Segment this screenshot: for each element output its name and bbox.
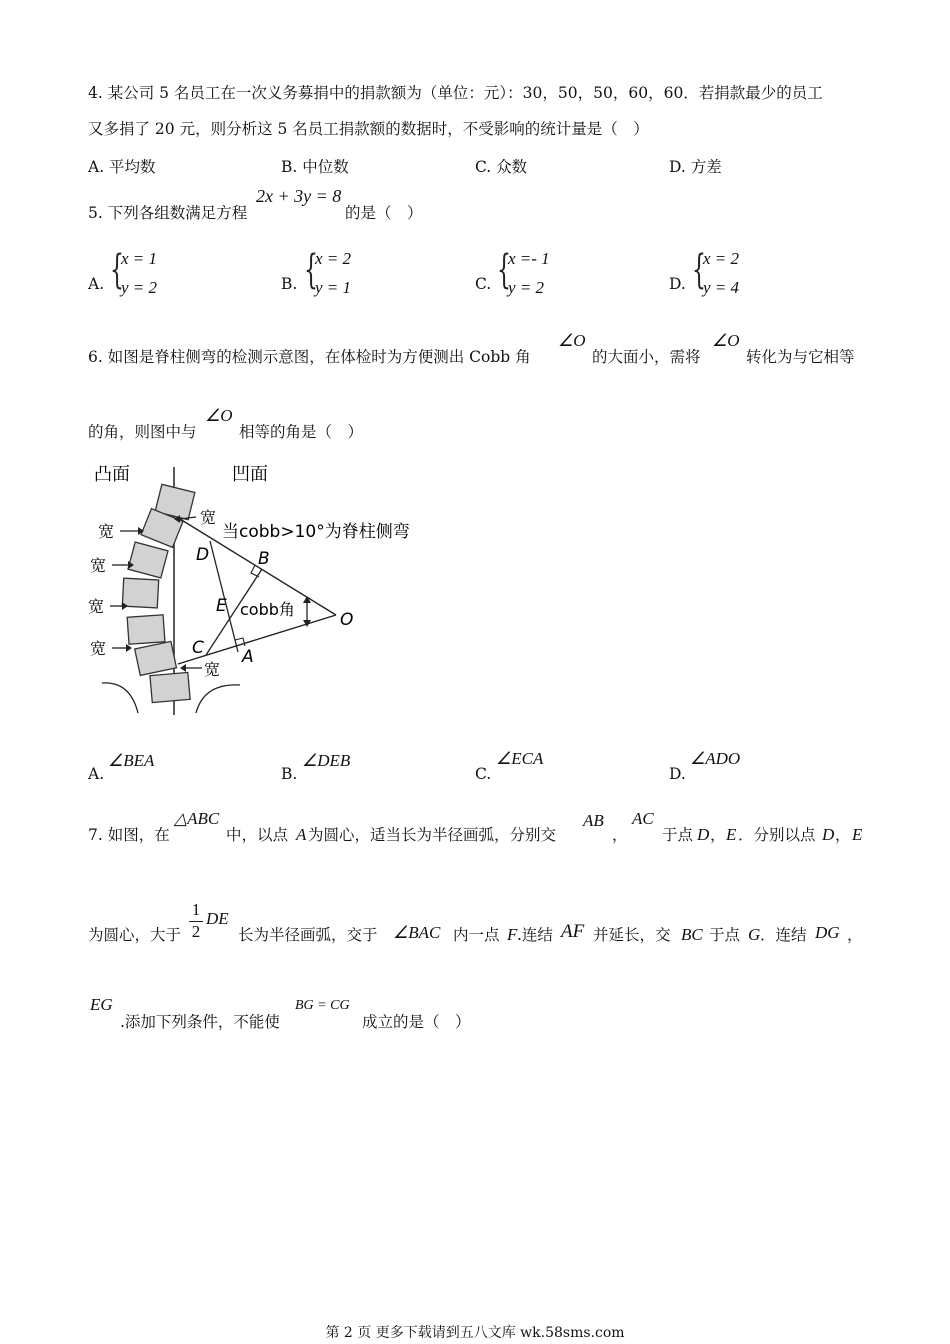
q5-option-a-row2: y = 2: [121, 278, 158, 297]
fraction-denominator: 2: [191, 922, 201, 941]
vertebra: [135, 641, 177, 675]
q6-option-c: ∠ECA: [496, 749, 544, 768]
spine-figure: [88, 455, 428, 720]
q7-line1-c: 为圆心，适当长为半径画弧，分别交: [308, 826, 557, 844]
q5-suffix: 的是（ ）: [345, 204, 423, 222]
q7-line1-a: 7. 如图，在: [88, 826, 170, 844]
q7-line1-b: 中，以点: [226, 826, 289, 844]
q7-line2-e: 并延长，交: [593, 926, 671, 944]
q6-line1-c: 转化为与它相等: [746, 348, 855, 366]
q4-line2: 又多捐了 20 元，则分析这 5 名员工捐款额的数据时，不受影响的统计量是（ ）: [88, 120, 649, 138]
q7-line2-h: ，: [847, 926, 863, 944]
q4-line1: 4. 某公司 5 名员工在一次义务募捐中的捐款额为（单位：元）：30，50，50，60，60．若捐款最少的员工: [88, 84, 823, 102]
q7-segment-dg: DG: [815, 923, 840, 942]
point-o-label: O: [340, 610, 354, 630]
q7-line1-e: ．分别以点: [738, 826, 816, 844]
point-d-label: D: [196, 545, 210, 565]
q6-line2-a: 的角，则图中与: [88, 423, 197, 441]
concave-label: 凹面: [232, 464, 268, 485]
q6-angle-o-2: ∠O: [712, 331, 740, 350]
q7-segment-bc: BC: [681, 925, 703, 944]
brace-icon: {: [692, 247, 706, 293]
wide-label: 宽: [90, 556, 107, 575]
q6-option-d: ∠ADO: [690, 749, 741, 768]
q7-comma: ，: [612, 826, 628, 844]
q7-point-a: A: [296, 825, 307, 844]
q6-option-a-label: A.: [88, 765, 105, 783]
q7-line2-b: 长为半径画弧，交于: [238, 926, 378, 944]
brace-icon: {: [497, 247, 511, 293]
q5-equation: 2x + 3y = 8: [256, 186, 342, 206]
q6-option-d-label: D.: [669, 765, 686, 783]
q5-option-d-row2: y = 4: [703, 278, 740, 297]
point-a-label: A: [242, 647, 254, 667]
fraction-numerator: 1: [191, 900, 201, 919]
wide-label: 宽: [88, 597, 105, 616]
q5-option-c-row2: y = 2: [508, 278, 545, 297]
q6-line2-b: 相等的角是（ ）: [239, 423, 364, 441]
cobb-angle-label: cobb角: [240, 600, 295, 619]
q7-line3-a: .添加下列条件，不能使: [120, 1013, 280, 1031]
q6-option-b-label: B.: [281, 765, 298, 783]
q6-option-a: ∠BEA: [108, 751, 155, 770]
q7-point-g: G: [748, 925, 761, 944]
q4-option-c: C. 众数: [475, 158, 528, 176]
q6-option-b: ∠DEB: [302, 751, 351, 770]
q5-option-c-row1: x =- 1: [508, 249, 550, 268]
q7-segment-ab: AB: [583, 811, 604, 830]
wide-label: 宽: [90, 639, 107, 658]
q5-option-d-label: D.: [669, 275, 686, 293]
q7-point-e: E: [726, 825, 737, 844]
q6-angle-o-3: ∠O: [205, 406, 233, 425]
q7-point-e-2: E: [852, 825, 863, 844]
brace-icon: {: [304, 247, 318, 293]
q4-option-a: A. 平均数: [88, 158, 156, 176]
q6-angle-o-1: ∠O: [558, 331, 586, 350]
q7-angle-bac: ∠BAC: [393, 923, 441, 942]
q7-line2-f: 于点: [709, 926, 741, 944]
q7-point-d-2: D: [822, 825, 835, 844]
page-footer: 第 2 页 更多下载请到五八文库 wk.58sms.com: [325, 1325, 625, 1341]
vertebra: [128, 542, 168, 578]
q4-option-d: D. 方差: [669, 158, 722, 176]
q7-segment-af: AF: [561, 921, 585, 942]
q6-line1-b: 的大面小，需将: [592, 348, 701, 366]
q7-point-f: F: [507, 925, 518, 944]
q7-line2-c: 内一点: [453, 926, 500, 944]
vertebra: [127, 615, 165, 644]
q7-sep: ，: [710, 826, 726, 844]
q5-option-b-row1: x = 2: [315, 249, 352, 268]
q7-line1-f: ，: [835, 826, 851, 844]
wide-label: 宽: [200, 508, 217, 527]
q5-prefix: 5. 下列各组数满足方程: [88, 204, 248, 222]
q7-line3-b: 成立的是（ ）: [362, 1013, 471, 1031]
q6-option-c-label: C.: [475, 765, 492, 783]
q5-option-b-row2: y = 1: [315, 278, 352, 297]
q7-line2-a: 为圆心，大于: [88, 926, 182, 944]
wide-label: 宽: [204, 660, 221, 679]
q7-segment-de: DE: [206, 909, 229, 928]
q7-line1-d: 于点: [662, 826, 694, 844]
arrow-right-icon: [126, 644, 132, 652]
q6-line1-a: 6. 如图是脊柱侧弯的检测示意图，在体检时为方便测出 Cobb 角: [88, 348, 531, 366]
convex-label: 凸面: [94, 464, 130, 485]
pelvis-right: [196, 685, 240, 713]
q5-option-a-row1: x = 1: [121, 249, 158, 268]
pelvis-left: [102, 683, 138, 713]
q5-option-d-row1: x = 2: [703, 249, 740, 268]
q7-segment-eg: EG: [90, 995, 113, 1014]
q5-option-b-label: B.: [281, 275, 298, 293]
q7-point-d: D: [697, 825, 710, 844]
point-c-label: C: [192, 638, 204, 658]
arrow-left-icon: [180, 664, 186, 672]
vertebra: [150, 672, 190, 702]
vertebra: [122, 578, 158, 608]
q7-condition: BG = CG: [295, 998, 350, 1013]
q5-option-a-label: A.: [88, 275, 105, 293]
q5-option-c-label: C.: [475, 275, 492, 293]
point-e-label: E: [216, 596, 227, 616]
q7-segment-ac: AC: [632, 809, 654, 828]
point-b-label: B: [258, 549, 270, 569]
q7-triangle: △ABC: [174, 809, 220, 828]
brace-icon: {: [110, 247, 124, 293]
q4-option-b: B. 中位数: [281, 158, 349, 176]
wide-label: 宽: [98, 522, 115, 541]
q7-line2-g: ．连结: [760, 926, 807, 944]
q7-line2-d: .连结: [517, 926, 553, 944]
scoliosis-note: 当cobb>10°为脊柱侧弯: [222, 522, 410, 542]
